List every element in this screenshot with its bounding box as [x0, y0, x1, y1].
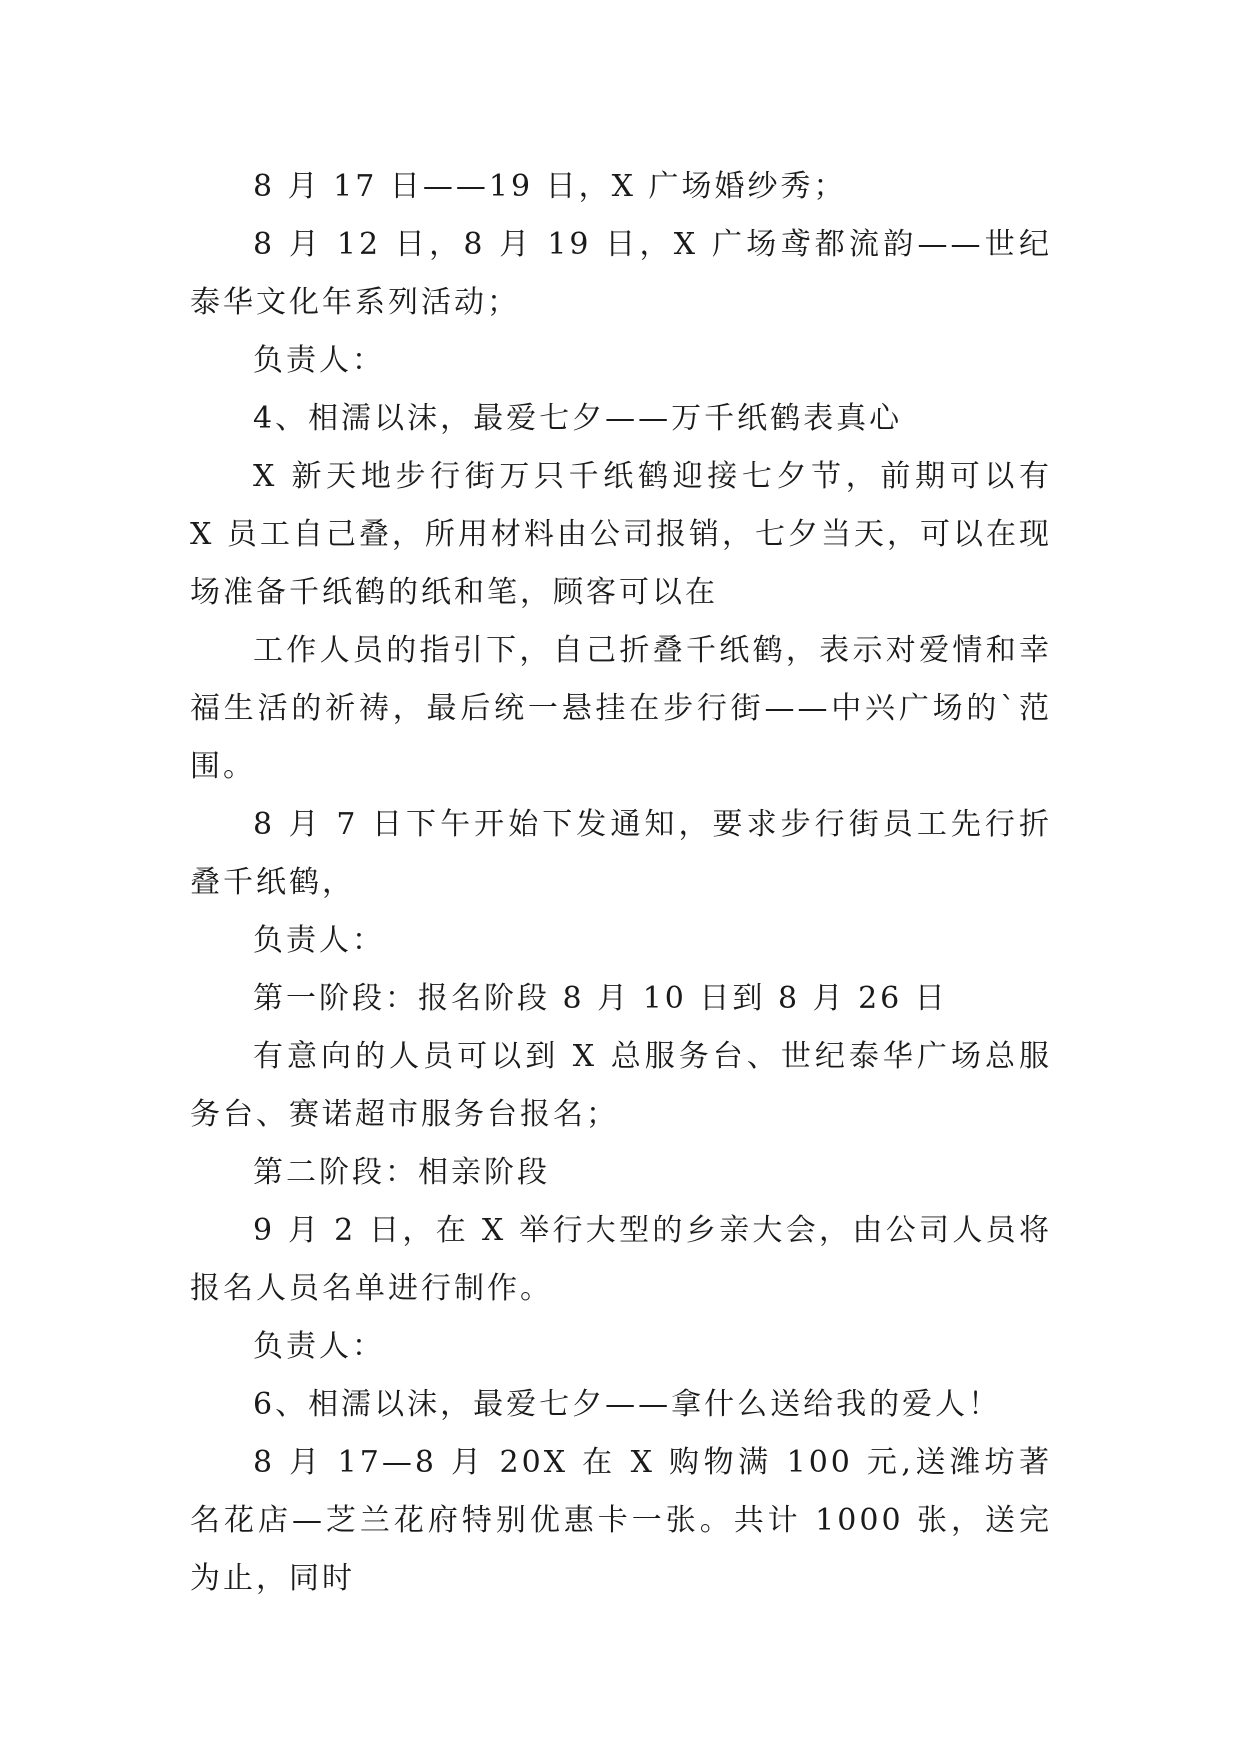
- document-body: [190, 158, 1052, 1608]
- section-heading-paper-cranes: 4、相濡以沫，最爱七夕——万千纸鹤表真心: [253, 401, 903, 436]
- paragraph-registration: 有意向的人员可以到 X 总服务台、世纪泰华广场总服务台、赛诺超市服务台报名；: [190, 1039, 1052, 1132]
- paragraph-paper-cranes-guide: 工作人员的指引下，自己折叠千纸鹤，表示对爱情和幸福生活的祈祷，最后统一悬挂在步行街——中兴广场的`范围。: [190, 633, 1052, 784]
- paragraph-wedding-show: 8 月 17 日——19 日，X 广场婚纱秀；: [253, 169, 847, 204]
- paragraph-notice: 8 月 7 日下午开始下发通知，要求步行街员工先行折叠千纸鹤，: [190, 807, 1052, 900]
- paragraph-gift-promotion: 8 月 17—8 月 20X 在 X 购物满 100 元,送潍坊著名花店—芝兰花府特别优惠卡一张。共计 1000 张，送完为止，同时: [190, 1445, 1052, 1596]
- paragraph-person-in-charge: 负责人：: [253, 1329, 385, 1364]
- paragraph-stage-two: 第二阶段：相亲阶段: [253, 1155, 550, 1190]
- paragraph-culture-year: 8 月 12 日，8 月 19 日，X 广场鸢都流韵——世纪泰华文化年系列活动；: [190, 227, 1052, 320]
- paragraph-person-in-charge: 负责人：: [253, 343, 385, 378]
- section-heading-gift: 6、相濡以沫，最爱七夕——拿什么送给我的爱人！: [253, 1387, 1002, 1422]
- paragraph-stage-one: 第一阶段：报名阶段 8 月 10 日到 8 月 26 日: [253, 981, 948, 1016]
- paragraph-paper-cranes-intro: X 新天地步行街万只千纸鹤迎接七夕节，前期可以有 X 员工自己叠，所用材料由公司报销，七夕当天，可以在现场准备千纸鹤的纸和笔，顾客可以在: [190, 459, 1052, 610]
- paragraph-meeting: 9 月 2 日，在 X 举行大型的乡亲大会，由公司人员将报名人员名单进行制作。: [190, 1213, 1052, 1306]
- paragraph-person-in-charge: 负责人：: [253, 923, 385, 958]
